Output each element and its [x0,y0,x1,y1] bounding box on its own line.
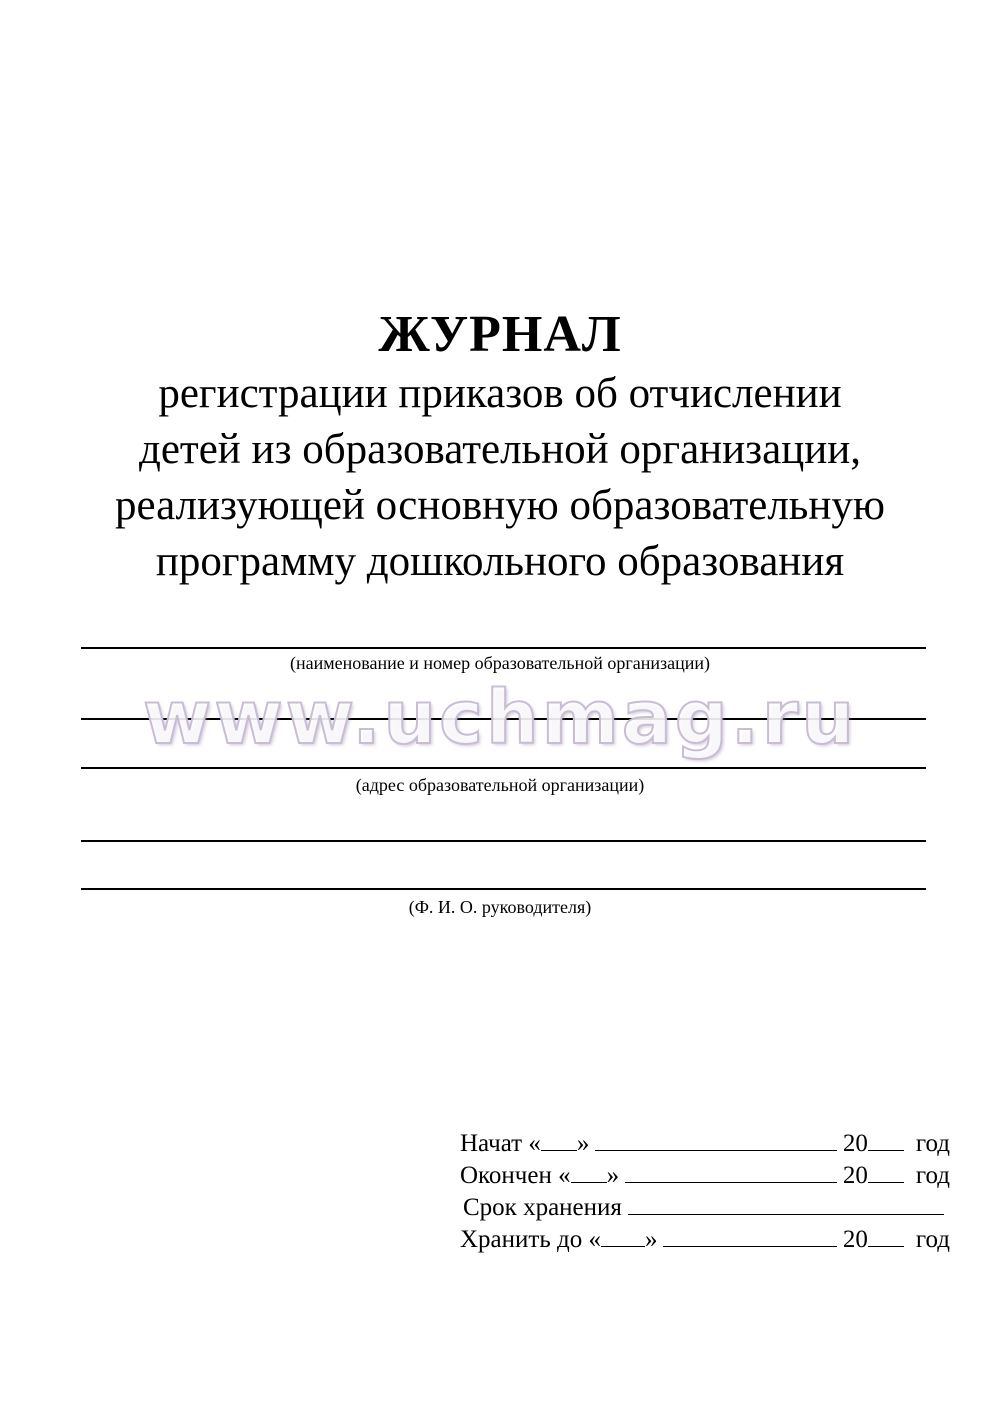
subtitle-line: программу дошкольного образования [155,538,845,585]
year-prefix: 20 [842,1226,868,1253]
keep-until-year-blank [868,1224,904,1247]
year-label: год [915,1162,950,1189]
director-line-2 [81,888,926,890]
ended-row [460,1160,950,1192]
document-subtitle [0,366,1000,590]
started-label: Начат « [460,1130,541,1157]
address-line [81,767,926,769]
keep-until-month-blank [663,1224,836,1247]
org-name-line [81,647,926,649]
year-prefix: 20 [842,1162,868,1189]
address-caption: (адрес образовательной организации) [355,775,645,795]
quote-close: » [644,1226,658,1253]
keep-until-day-blank [601,1224,645,1247]
year-prefix: 20 [842,1130,868,1157]
director-line-1 [81,840,926,842]
started-year-blank [868,1128,904,1151]
director-caption: (Ф. И. О. руководителя) [408,897,592,917]
year-label: год [915,1130,950,1157]
quote-close: » [606,1162,620,1189]
started-row [460,1128,950,1160]
storage-row [460,1192,950,1224]
storage-label: Срок хранения [463,1194,622,1221]
year-label: год [915,1226,950,1253]
storage-blank [628,1192,944,1215]
subtitle-line: регистрации приказов об отчислении [158,370,842,417]
page-title: ЖУРНАЛ [378,306,622,363]
keep-until-row [460,1224,950,1256]
ended-year-blank [868,1160,904,1183]
watermark-logo: www.uchmag.ru [143,675,857,761]
org-name-caption: (наименование и номер образовательной организации) [290,653,710,673]
started-day-blank [541,1128,577,1151]
quote-close: » [576,1130,590,1157]
ended-day-blank [571,1160,607,1183]
subtitle-line: детей из образовательной организации, [138,426,862,473]
keep-until-label: Хранить до « [460,1226,601,1253]
ended-month-blank [625,1160,837,1183]
ended-label: Окончен « [460,1162,571,1189]
subtitle-line: реализующей основную образовательную [114,482,886,529]
journal-dates-block [460,1128,950,1256]
started-month-blank [595,1128,837,1151]
